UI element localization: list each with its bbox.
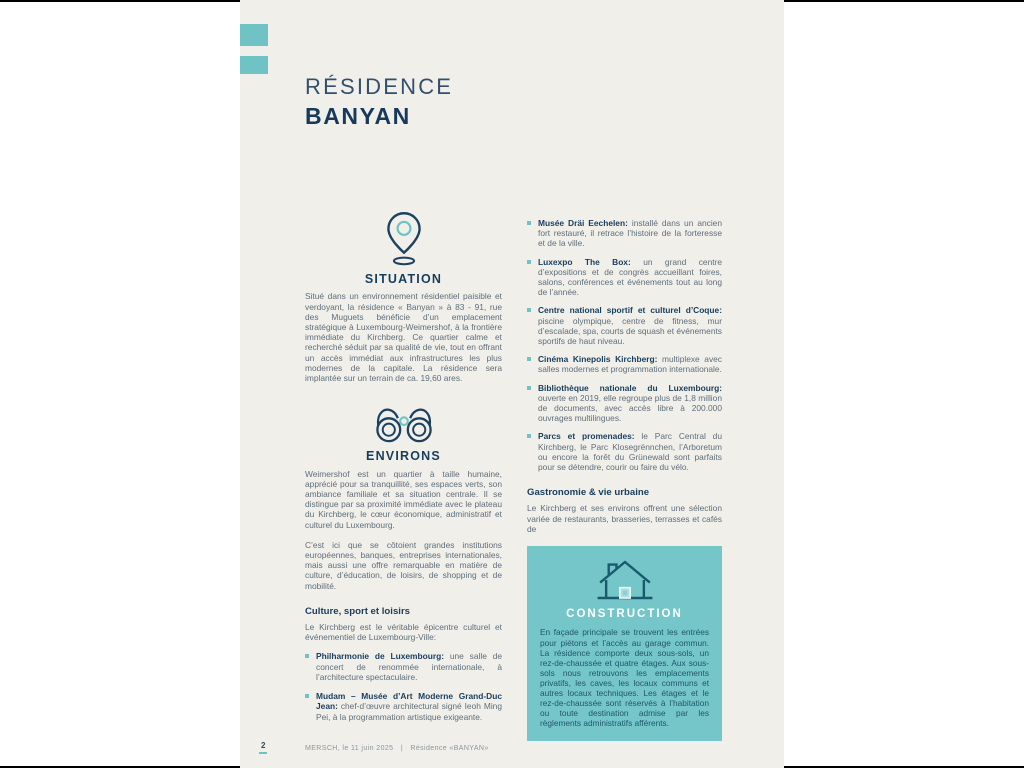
situation-body: Situé dans un environnement résidentiel paisible et verdoyant, la résidence « Banyan » à 83 - 91, rue des Muguets bénéficie d’un emplacement stratégique à Luxembourg-Weimershof, à la frontière immédiate du Kirchberg. Ce quartier calme et recherché séduit par sa qualité de vie, tout en offrant un accès immédiat aux infrastructures les plus modernes de la capitale. La résidence sera implantée sur un terrain de ca. 19,60 ares. (305, 291, 502, 384)
item-name: Cinéma Kinepolis Kirchberg: (538, 354, 658, 365)
gastronomie-body: Le Kirchberg et ses environs offrent une sélection variée de restaurants, brasseries, terrasses et cafés de (527, 503, 722, 534)
item-name: Parcs et promenades: (538, 431, 635, 442)
list-item (527, 257, 722, 298)
bullet-square-icon (527, 260, 531, 264)
title-line-banyan: BANYAN (305, 103, 411, 129)
right-column (527, 218, 722, 741)
accent-square-bottom (240, 56, 268, 74)
bullet-square-icon (527, 386, 531, 390)
page-number: 2 (259, 741, 267, 754)
item-name: Luxexpo The Box: (538, 256, 631, 267)
list-item (305, 691, 502, 722)
construction-box (527, 546, 722, 741)
attractions-list (527, 218, 722, 472)
accent-square-top (240, 24, 268, 46)
list-item (527, 218, 722, 249)
culture-intro: Le Kirchberg est le véritable épicentre culturel et événementiel de Luxembourg-Ville: (305, 622, 502, 643)
bullet-square-icon (305, 654, 309, 658)
bullet-square-icon (527, 221, 531, 225)
house-icon (594, 556, 656, 604)
environs-icon-wrap (305, 405, 502, 445)
title-line-residence: RÉSIDENCE (305, 74, 454, 99)
environs-body-2: C’est ici que se côtoient grandes institutions européennes, banques, entreprises internationales, mais aussi une offre remarquable en matière de culture, d’éducation, de loisirs, de shopping et de mobilité. (305, 539, 502, 591)
bullet-square-icon (527, 434, 531, 438)
document-page (240, 0, 784, 768)
page-title (305, 74, 453, 130)
list-item (527, 383, 722, 424)
footer-text (305, 745, 489, 752)
item-text: ouverte en 2019, elle regroupe plus de 1,8 million de documents, avec accès libre à 200.000 ouvrages multilingues. (538, 392, 722, 424)
gastronomie-heading: Gastronomie & vie urbaine (527, 487, 650, 499)
item-name: Musée Dräi Eechelen: (538, 218, 628, 228)
culture-heading: Culture, sport et loisirs (305, 605, 411, 617)
list-item (527, 354, 722, 374)
item-text: multiplexe avec salles modernes et programmation internationale. (538, 354, 722, 375)
item-text: un grand centre d’expositions et de congrès accueillant foires, salons, conférences et événements tout au long de l’année. (538, 256, 723, 298)
bullet-square-icon (527, 308, 531, 312)
item-text: installé dans un ancien fort restauré, il retrace l’histoire de la forteresse et de la ville. (538, 218, 723, 249)
construction-heading: CONSTRUCTION (566, 608, 683, 621)
map-pin-icon (382, 210, 426, 266)
item-text: chef-d’œuvre architectural signé Ieoh Ming Pei, à la programmation artistique exigeante. (316, 701, 502, 722)
item-name: Centre national sportif et culturel d’Coque: (538, 305, 722, 316)
item-text: une salle de concert de renommée internationale, à l’architecture spectaculaire. (316, 651, 503, 682)
binoculars-icon (373, 405, 435, 443)
list-item (527, 431, 722, 472)
item-name: Bibliothèque nationale du Luxembourg: (538, 382, 722, 393)
footer-separator: | (400, 745, 404, 752)
list-item (527, 305, 722, 346)
situation-icon-wrap (305, 210, 502, 268)
left-column (305, 210, 502, 722)
construction-body: En façade principale se trouvent les entrées pour piétons et l’accès au garage commun. La résidence comporte deux sous-sols, un rez-de-chaussée et quatre étages. Aux sous-sols nous retrouvons les emplacements privatifs, les caves, les locaux communs et autres locaux techniques. Les étages et le rez-de-chaussée sont réservés à l’habitation ou toute destination admise par les règlements administratifs afférents. (540, 627, 709, 729)
item-text: le Parc Central du Kirchberg, le Parc Klosegrënnchen, l’Arboretum ou encore la forêt du Grünewald sont parfaits pour se détendre, courir ou faire du vélo. (538, 431, 722, 473)
item-name: Philharmonie de Luxembourg: (316, 651, 444, 662)
environs-heading: ENVIRONS (366, 449, 441, 464)
item-text: piscine olympique, centre de fitness, mur d’escalade, spa, courts de squash et événements sportifs de haut niveau. (538, 315, 722, 347)
culture-list (305, 651, 502, 721)
item-name: Mudam – Musée d’Art Moderne Grand-Duc Jean: (316, 691, 502, 712)
footer-document-name: Résidence «BANYAN» (410, 745, 489, 752)
environs-body-1: Weimershof est un quartier à taille humaine, apprécié pour sa tranquillité, ses espaces verts, son ambiance familiale et sa situation centrale. Il se distingue par sa proximité immédiate avec le plateau du Kirchberg, le cœur économique, administratif et culturel du Luxembourg. (305, 468, 502, 530)
construction-icon-wrap (540, 556, 709, 606)
footer-date: MERSCH, le 11 juin 2025 (305, 745, 394, 752)
bullet-square-icon (305, 694, 309, 698)
list-item (305, 651, 502, 682)
situation-heading: SITUATION (364, 272, 443, 287)
bullet-square-icon (527, 357, 531, 361)
